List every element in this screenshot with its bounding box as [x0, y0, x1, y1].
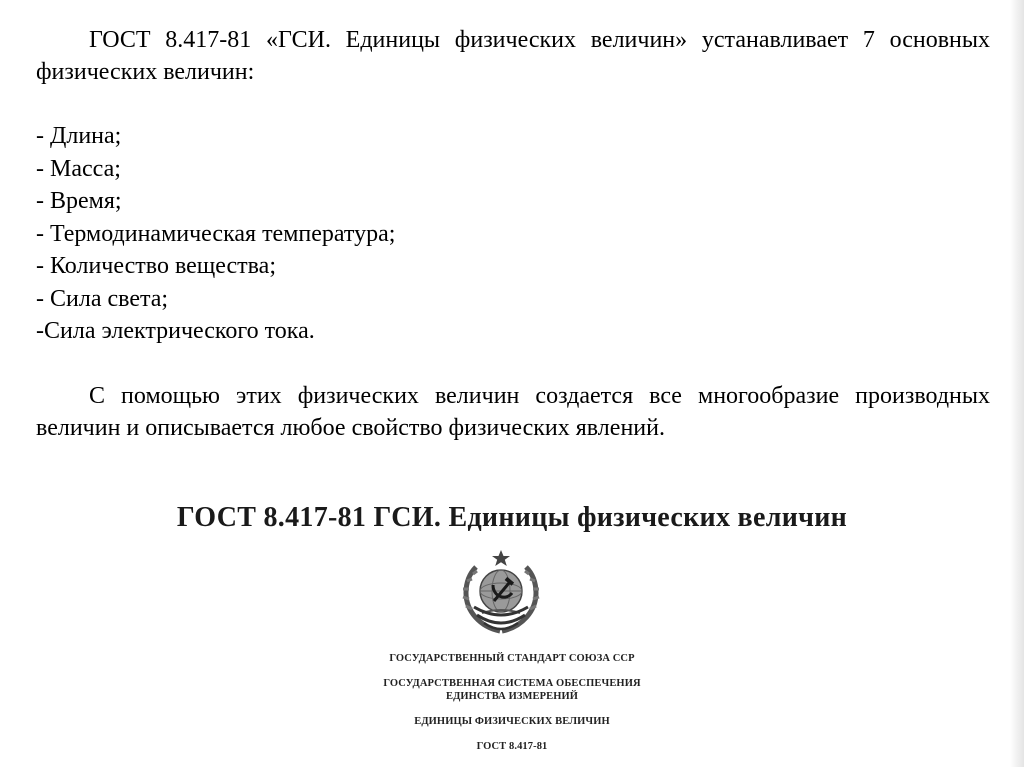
list-item: - Длина; [36, 123, 122, 149]
quantities-list [36, 120, 990, 348]
slide-text [36, 24, 990, 444]
list-item: - Термодинамическая температура; [36, 220, 396, 247]
list-item: - Время; [36, 188, 122, 214]
list-item: - Сила света; [36, 285, 169, 312]
standard-line: ГОСУДАРСТВЕННЫЙ СТАНДАРТ СОЮЗА ССР [389, 653, 635, 664]
standard-line: ЕДИНИЦЫ ФИЗИЧЕСКИХ ВЕЛИЧИН [414, 716, 610, 727]
standard-number: ГОСТ 8.417-81 [476, 741, 548, 752]
list-item: -Сила электрического тока. [36, 318, 315, 344]
standard-line: ЕДИНСТВА ИЗМЕРЕНИЙ [445, 691, 579, 702]
closing-paragraph: С помощью этих физических величин создается все многообразие производных величин и описывается любое свойство физических явлений. [36, 382, 990, 441]
ussr-emblem-icon [460, 549, 542, 635]
intro-paragraph: ГОСТ 8.417-81 «ГСИ. Единицы физических величин» устанавливает 7 основных физических величин: [36, 27, 990, 85]
standard-line: ГОСУДАРСТВЕННАЯ СИСТЕМА ОБЕСПЕЧЕНИЯ [383, 678, 641, 689]
standard-title-lines [0, 652, 1024, 753]
list-item: - Количество вещества; [36, 253, 276, 279]
list-item: - Масса; [36, 155, 121, 182]
document-heading: ГОСТ 8.417-81 ГСИ. Единицы физических величин [176, 502, 848, 533]
